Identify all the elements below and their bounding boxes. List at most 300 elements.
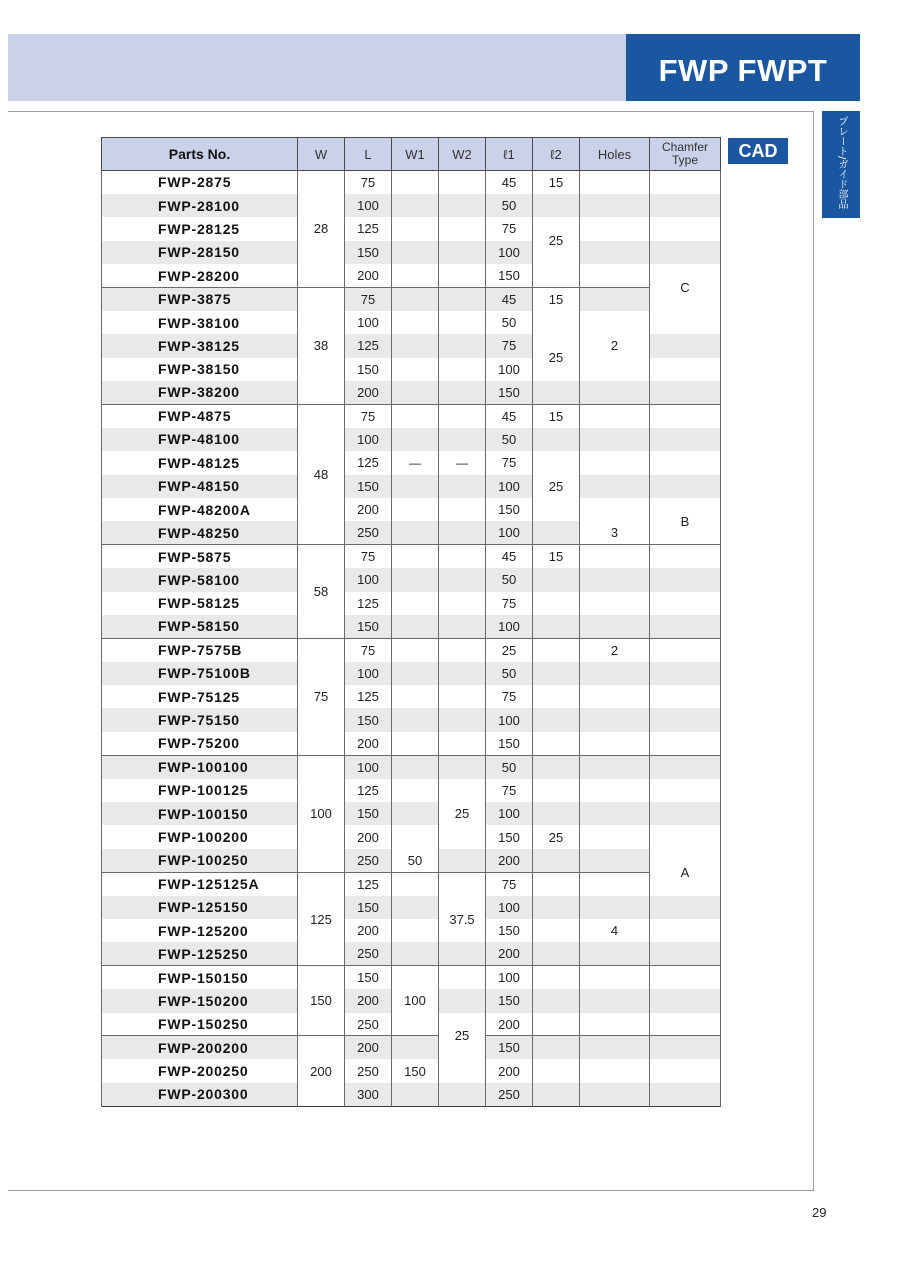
l2-cell — [533, 194, 580, 217]
page-title: FWP FWPT — [626, 34, 860, 101]
w2-cell — [439, 942, 486, 965]
table-row — [102, 685, 721, 708]
w2-cell — [439, 404, 486, 427]
w-cell: 75 — [298, 638, 345, 755]
l-cell: 200 — [345, 498, 392, 521]
w1-cell — [392, 498, 439, 521]
part-number-cell: FWP-28150 — [102, 241, 298, 264]
l-cell: 125 — [345, 685, 392, 708]
chamfer-type-cell — [650, 311, 721, 334]
part-number-cell: FWP-58150 — [102, 615, 298, 638]
part-number-cell: FWP-38125 — [102, 334, 298, 357]
w1-cell — [392, 615, 439, 638]
l-cell: 100 — [345, 568, 392, 591]
l1-cell: 150 — [486, 264, 533, 287]
l2-cell — [533, 1059, 580, 1082]
holes-cell — [580, 732, 650, 755]
chamfer-type-cell — [650, 638, 721, 661]
w2-cell — [439, 217, 486, 240]
l2-cell — [533, 849, 580, 872]
l1-cell: 150 — [486, 989, 533, 1012]
l1-cell: 50 — [486, 428, 533, 451]
l2-cell — [533, 1083, 580, 1106]
l-cell: 250 — [345, 849, 392, 872]
part-number-cell: FWP-48200A — [102, 498, 298, 521]
table-row — [102, 1036, 721, 1059]
w2-cell — [439, 171, 486, 194]
chamfer-type-cell — [650, 475, 721, 498]
w2-cell — [439, 1059, 486, 1082]
l2-cell: 15 — [533, 287, 580, 310]
chamfer-type-cell — [650, 428, 721, 451]
l1-cell: 150 — [486, 381, 533, 404]
part-number-cell: FWP-58100 — [102, 568, 298, 591]
l2-cell — [533, 1013, 580, 1036]
l1-cell: 150 — [486, 919, 533, 942]
w2-cell — [439, 849, 486, 872]
l-cell: 200 — [345, 381, 392, 404]
w1-cell — [392, 662, 439, 685]
l1-cell: 50 — [486, 568, 533, 591]
part-number-cell: FWP-38150 — [102, 358, 298, 381]
table-row — [102, 287, 721, 310]
l2-cell — [533, 966, 580, 989]
l2-cell: 15 — [533, 545, 580, 568]
w1-cell — [392, 334, 439, 357]
l2-cell — [533, 989, 580, 1012]
holes-cell — [580, 311, 650, 334]
part-number-cell: FWP-48125 — [102, 451, 298, 474]
w2-cell — [439, 545, 486, 568]
l1-cell: 200 — [486, 942, 533, 965]
w1-cell — [392, 942, 439, 965]
l2-cell — [533, 381, 580, 404]
l1-cell: 45 — [486, 404, 533, 427]
w1-cell — [392, 358, 439, 381]
l2-cell — [533, 732, 580, 755]
table-row — [102, 545, 721, 568]
holes-cell — [580, 241, 650, 264]
holes-cell — [580, 872, 650, 895]
l2-cell — [533, 521, 580, 544]
l1-cell: 100 — [486, 802, 533, 825]
col-header-l1: ℓ1 — [486, 138, 533, 171]
table-row — [102, 989, 721, 1012]
holes-cell — [580, 475, 650, 498]
table-row — [102, 732, 721, 755]
l-cell: 250 — [345, 1059, 392, 1082]
table-row — [102, 1083, 721, 1106]
holes-cell: 2 — [580, 638, 650, 661]
l2-cell — [533, 615, 580, 638]
part-number-cell: FWP-75125 — [102, 685, 298, 708]
chamfer-type-cell — [650, 451, 721, 474]
chamfer-type-cell — [650, 545, 721, 568]
l-cell: 100 — [345, 311, 392, 334]
part-number-cell: FWP-3875 — [102, 287, 298, 310]
w2-cell — [439, 264, 486, 287]
w2-cell — [439, 287, 486, 310]
w1-cell — [392, 708, 439, 731]
table-row — [102, 381, 721, 404]
chamfer-type-cell — [650, 825, 721, 848]
table-row — [102, 217, 721, 240]
l2-cell — [533, 592, 580, 615]
holes-cell — [580, 545, 650, 568]
table-row — [102, 171, 721, 194]
l-cell: 75 — [345, 638, 392, 661]
w2-cell — [439, 592, 486, 615]
part-number-cell: FWP-150200 — [102, 989, 298, 1012]
w1-cell — [392, 802, 439, 825]
l-cell: 150 — [345, 615, 392, 638]
l-cell: 150 — [345, 241, 392, 264]
l1-cell: 75 — [486, 872, 533, 895]
w2-cell — [439, 755, 486, 778]
chamfer-type-cell — [650, 1036, 721, 1059]
part-number-cell: FWP-4875 — [102, 404, 298, 427]
w1-cell — [392, 1013, 439, 1036]
l-cell: 75 — [345, 545, 392, 568]
l1-cell: 150 — [486, 825, 533, 848]
l2-cell — [533, 942, 580, 965]
col-header-chamfer-type: Chamfer Type — [650, 138, 721, 171]
holes-cell: 3 — [580, 521, 650, 544]
holes-cell — [580, 381, 650, 404]
table-row — [102, 942, 721, 965]
side-category-tab[interactable]: プレート/ガイド部品 — [822, 111, 860, 218]
l2-cell: 15 — [533, 404, 580, 427]
w2-cell — [439, 498, 486, 521]
part-number-cell: FWP-38200 — [102, 381, 298, 404]
part-number-cell: FWP-125125A — [102, 872, 298, 895]
l-cell: 150 — [345, 896, 392, 919]
holes-cell — [580, 358, 650, 381]
l-cell: 75 — [345, 287, 392, 310]
table-row — [102, 428, 721, 451]
l-cell: 125 — [345, 872, 392, 895]
table-header-row — [102, 138, 721, 171]
l2-cell — [533, 662, 580, 685]
w-cell: 100 — [298, 755, 345, 872]
holes-cell — [580, 592, 650, 615]
part-number-cell: FWP-48100 — [102, 428, 298, 451]
l2-cell: 15 — [533, 171, 580, 194]
chamfer-type-cell — [650, 1059, 721, 1082]
w2-cell — [439, 732, 486, 755]
chamfer-type-cell — [650, 802, 721, 825]
w2-cell — [439, 662, 486, 685]
l-cell: 150 — [345, 802, 392, 825]
w2-cell — [439, 872, 486, 895]
l1-cell: 50 — [486, 662, 533, 685]
part-number-cell: FWP-125250 — [102, 942, 298, 965]
chamfer-type-cell — [650, 592, 721, 615]
l1-cell: 100 — [486, 708, 533, 731]
part-number-cell: FWP-48250 — [102, 521, 298, 544]
l2-cell — [533, 1036, 580, 1059]
chamfer-type-cell — [650, 1013, 721, 1036]
cad-badge[interactable]: CAD — [728, 138, 788, 164]
w2-cell — [439, 475, 486, 498]
w1-cell — [392, 428, 439, 451]
l-cell: 125 — [345, 451, 392, 474]
table-row — [102, 194, 721, 217]
w1-cell — [392, 241, 439, 264]
chamfer-type-cell — [650, 966, 721, 989]
holes-cell — [580, 568, 650, 591]
part-number-cell: FWP-28125 — [102, 217, 298, 240]
w2-cell — [439, 311, 486, 334]
holes-cell — [580, 755, 650, 778]
l2-cell — [533, 685, 580, 708]
l2-cell — [533, 428, 580, 451]
w2-cell — [439, 989, 486, 1012]
holes-cell — [580, 194, 650, 217]
w2-cell — [439, 638, 486, 661]
l-cell: 125 — [345, 217, 392, 240]
part-number-cell: FWP-48150 — [102, 475, 298, 498]
holes-cell — [580, 1059, 650, 1082]
w2-cell — [439, 685, 486, 708]
part-number-cell: FWP-200300 — [102, 1083, 298, 1106]
holes-cell — [580, 264, 650, 287]
l1-cell: 100 — [486, 475, 533, 498]
w1-cell — [392, 732, 439, 755]
chamfer-type-cell — [650, 404, 721, 427]
chamfer-type-cell — [650, 381, 721, 404]
holes-cell — [580, 896, 650, 919]
holes-cell — [580, 779, 650, 802]
table-row — [102, 358, 721, 381]
l-cell: 200 — [345, 919, 392, 942]
w2-cell — [439, 428, 486, 451]
w1-cell — [392, 825, 439, 848]
part-number-cell: FWP-150150 — [102, 966, 298, 989]
w1-cell — [392, 171, 439, 194]
l2-cell — [533, 451, 580, 474]
chamfer-type-cell: B — [650, 498, 721, 545]
l-cell: 200 — [345, 989, 392, 1012]
l1-cell: 75 — [486, 451, 533, 474]
part-number-cell: FWP-200250 — [102, 1059, 298, 1082]
l-cell: 200 — [345, 264, 392, 287]
w1-cell: 150 — [392, 1059, 439, 1082]
l1-cell: 75 — [486, 334, 533, 357]
l1-cell: 75 — [486, 685, 533, 708]
l1-cell: 50 — [486, 755, 533, 778]
w1-cell — [392, 568, 439, 591]
table-row — [102, 802, 721, 825]
holes-cell — [580, 217, 650, 240]
table-row — [102, 779, 721, 802]
part-number-cell: FWP-125150 — [102, 896, 298, 919]
holes-cell — [580, 428, 650, 451]
chamfer-type-cell — [650, 568, 721, 591]
col-header-l: L — [345, 138, 392, 171]
table-row — [102, 568, 721, 591]
holes-cell — [580, 849, 650, 872]
l-cell: 100 — [345, 755, 392, 778]
part-number-cell: FWP-150250 — [102, 1013, 298, 1036]
w2-cell — [439, 779, 486, 802]
w1-cell — [392, 919, 439, 942]
holes-cell — [580, 1036, 650, 1059]
l2-cell — [533, 896, 580, 919]
l1-cell: 100 — [486, 241, 533, 264]
w2-cell: 37.5 — [439, 896, 486, 943]
part-number-cell: FWP-100250 — [102, 849, 298, 872]
chamfer-type-cell — [650, 358, 721, 381]
holes-cell — [580, 989, 650, 1012]
part-number-cell: FWP-100125 — [102, 779, 298, 802]
w-cell: 58 — [298, 545, 345, 639]
w-cell: 28 — [298, 171, 345, 288]
w2-cell — [439, 358, 486, 381]
l2-cell: 25 — [533, 217, 580, 264]
w1-cell — [392, 872, 439, 895]
table-row — [102, 1013, 721, 1036]
holes-cell — [580, 708, 650, 731]
l1-cell: 100 — [486, 358, 533, 381]
w-cell: 150 — [298, 966, 345, 1036]
l1-cell: 200 — [486, 1013, 533, 1036]
chamfer-type-cell — [650, 1083, 721, 1106]
w1-cell — [392, 311, 439, 334]
part-number-cell: FWP-75150 — [102, 708, 298, 731]
w2-cell — [439, 825, 486, 848]
table-row — [102, 498, 721, 521]
w1-cell: 50 — [392, 849, 439, 872]
chamfer-type-cell — [650, 615, 721, 638]
w1-cell — [392, 966, 439, 989]
l-cell: 125 — [345, 779, 392, 802]
l1-cell: 250 — [486, 1083, 533, 1106]
w1-cell — [392, 779, 439, 802]
part-number-cell: FWP-5875 — [102, 545, 298, 568]
table-row — [102, 311, 721, 334]
col-header-w2: W2 — [439, 138, 486, 171]
part-number-cell: FWP-38100 — [102, 311, 298, 334]
w1-cell — [392, 264, 439, 287]
chamfer-type-cell — [650, 171, 721, 194]
table-row — [102, 404, 721, 427]
w2-cell — [439, 521, 486, 544]
panel-bottom-line — [8, 1190, 814, 1191]
l2-cell — [533, 779, 580, 802]
l2-cell: 25 — [533, 825, 580, 848]
holes-cell — [580, 287, 650, 310]
table-row — [102, 872, 721, 895]
w1-cell — [392, 685, 439, 708]
col-header-w: W — [298, 138, 345, 171]
w2-cell: 25 — [439, 802, 486, 825]
w1-cell — [392, 545, 439, 568]
part-number-cell: FWP-58125 — [102, 592, 298, 615]
l-cell: 300 — [345, 1083, 392, 1106]
l1-cell: 200 — [486, 849, 533, 872]
holes-cell: 2 — [580, 334, 650, 357]
table-row — [102, 662, 721, 685]
l2-cell — [533, 802, 580, 825]
l1-cell: 150 — [486, 498, 533, 521]
l1-cell: 100 — [486, 966, 533, 989]
table-row — [102, 264, 721, 287]
l2-cell — [533, 568, 580, 591]
holes-cell — [580, 1083, 650, 1106]
l2-cell: 25 — [533, 334, 580, 381]
chamfer-type-cell — [650, 755, 721, 778]
part-number-cell: FWP-75100B — [102, 662, 298, 685]
col-header-w1: W1 — [392, 138, 439, 171]
l-cell: 150 — [345, 708, 392, 731]
parts-table — [101, 137, 721, 1107]
w1-cell — [392, 521, 439, 544]
w2-cell — [439, 568, 486, 591]
l2-cell — [533, 498, 580, 521]
holes-cell — [580, 942, 650, 965]
chamfer-type-cell: C — [650, 264, 721, 311]
l1-cell: 200 — [486, 1059, 533, 1082]
l1-cell: 100 — [486, 521, 533, 544]
table-row — [102, 825, 721, 848]
table-row — [102, 615, 721, 638]
chamfer-type-cell — [650, 989, 721, 1012]
part-number-cell: FWP-200200 — [102, 1036, 298, 1059]
holes-cell — [580, 1013, 650, 1036]
l1-cell: 100 — [486, 896, 533, 919]
part-number-cell: FWP-28200 — [102, 264, 298, 287]
w1-cell — [392, 1036, 439, 1059]
w1-cell — [392, 638, 439, 661]
l-cell: 150 — [345, 358, 392, 381]
holes-cell — [580, 451, 650, 474]
l-cell: 200 — [345, 732, 392, 755]
l-cell: 100 — [345, 428, 392, 451]
w2-cell — [439, 334, 486, 357]
l1-cell: 50 — [486, 194, 533, 217]
holes-cell — [580, 966, 650, 989]
l-cell: 75 — [345, 171, 392, 194]
part-number-cell: FWP-2875 — [102, 171, 298, 194]
l2-cell — [533, 872, 580, 895]
chamfer-type-cell — [650, 732, 721, 755]
table-row — [102, 521, 721, 544]
part-number-cell: FWP-28100 — [102, 194, 298, 217]
w1-cell — [392, 592, 439, 615]
chamfer-type-cell — [650, 685, 721, 708]
l-cell: 100 — [345, 194, 392, 217]
l-cell: 250 — [345, 521, 392, 544]
l-cell: 150 — [345, 966, 392, 989]
l2-cell — [533, 638, 580, 661]
table-row — [102, 849, 721, 872]
chamfer-type-cell — [650, 896, 721, 919]
w1-cell — [392, 404, 439, 427]
part-number-cell: FWP-100150 — [102, 802, 298, 825]
w2-cell — [439, 615, 486, 638]
table-row — [102, 896, 721, 919]
table-row — [102, 475, 721, 498]
chamfer-type-cell — [650, 708, 721, 731]
chamfer-type-cell — [650, 919, 721, 942]
w1-cell — [392, 217, 439, 240]
l2-cell: 25 — [533, 475, 580, 498]
chamfer-type-cell — [650, 217, 721, 240]
w-cell: 125 — [298, 872, 345, 966]
l2-cell — [533, 708, 580, 731]
table-row — [102, 966, 721, 989]
